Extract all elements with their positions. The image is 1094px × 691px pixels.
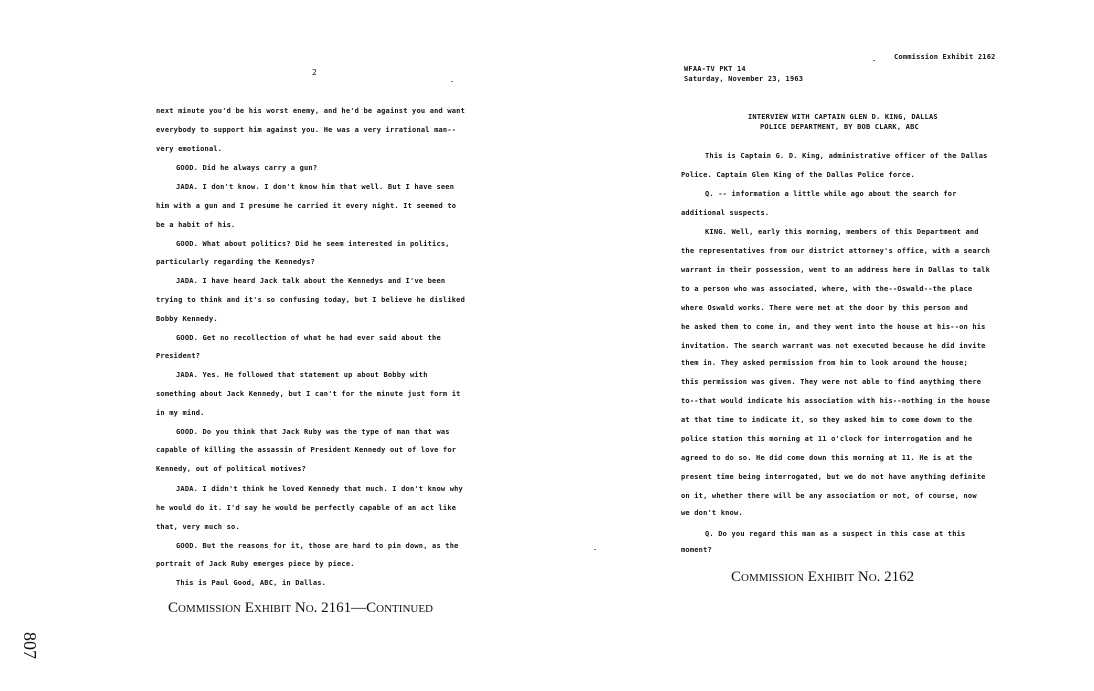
text-line: him with a gun and I presume he carried it every night. It seemed to	[156, 202, 457, 210]
text-line: next minute you'd be his worst enemy, and he'd be against you and want	[156, 107, 466, 115]
text-line: everybody to support him against you. He was a very irrational man--	[156, 126, 457, 134]
side-page-number: 807	[20, 632, 40, 659]
document-title: POLICE DEPARTMENT, BY BOB CLARK, ABC	[760, 123, 919, 131]
text-line: JADA. I didn't think he loved Kennedy that much. I don't know why	[176, 485, 463, 493]
page-number: 2	[312, 68, 317, 77]
text-line: we don't know.	[681, 509, 743, 517]
text-line: trying to think and it's so confusing today, but I believe he disliked	[156, 296, 466, 304]
text-line: be a habit of his.	[156, 221, 236, 229]
text-line: agreed to do so. He did come down this morning at 11. He is at the	[681, 454, 973, 462]
text-line: something about Jack Kennedy, but I can't for the minute just form it	[156, 390, 461, 398]
text-line: them in. They asked permission from him to look around the house;	[681, 359, 968, 367]
text-line: This is Captain G. D. King, administrative officer of the Dallas	[705, 152, 988, 160]
page-mark	[594, 549, 596, 550]
text-line: present time being interrogated, but we do not have anything definite	[681, 473, 986, 481]
text-line: Q. Do you regard this man as a suspect in this case at this	[705, 530, 966, 538]
text-line: GOOD. Did he always carry a gun?	[176, 164, 318, 172]
exhibit-label: Commission Exhibit 2162	[894, 53, 996, 61]
page-mark	[451, 81, 453, 82]
text-line: to--that would indicate his association with his--nothing in the house	[681, 397, 991, 405]
text-line: JADA. I don't know. I don't know him that well. But I have seen	[176, 183, 455, 191]
text-line: KING. Well, early this morning, members of this Department and	[705, 228, 979, 236]
exhibit-caption: Commission Exhibit No. 2162	[731, 569, 915, 585]
text-line: GOOD. What about politics? Did he seem interested in politics,	[176, 240, 450, 248]
text-line: warrant in their possession, went to an address here in Dallas to talk	[681, 266, 991, 274]
text-line: portrait of Jack Ruby emerges piece by piece.	[156, 560, 355, 568]
header-line: WFAA-TV PKT 14	[684, 65, 746, 73]
text-line: capable of killing the assassin of President Kennedy out of love for	[156, 446, 457, 454]
page-mark	[873, 60, 875, 61]
text-line: moment?	[681, 546, 712, 554]
text-line: he asked them to come in, and they went into the house at his--on his	[681, 323, 986, 331]
text-line: on it, whether there will be any association or not, of course, now	[681, 492, 977, 500]
text-line: This is Paul Good, ABC, in Dallas.	[176, 579, 327, 587]
text-line: that, very much so.	[156, 523, 240, 531]
text-line: invitation. The search warrant was not executed because he did invite	[681, 342, 986, 350]
text-line: very emotional.	[156, 145, 223, 153]
text-line: JADA. Yes. He followed that statement up about Bobby with	[176, 371, 428, 379]
document-title: INTERVIEW WITH CAPTAIN GLEN D. KING, DALLAS	[748, 113, 938, 121]
text-line: JADA. I have heard Jack talk about the Kennedys and I've been	[176, 277, 446, 285]
text-line: Bobby Kennedy.	[156, 315, 218, 323]
text-line: he would do it. I'd say he would be perfectly capable of an act like	[156, 504, 457, 512]
text-line: GOOD. Do you think that Jack Ruby was the type of man that was	[176, 428, 450, 436]
text-line: Kennedy, out of political motives?	[156, 465, 307, 473]
text-line: additional suspects.	[681, 209, 770, 217]
text-line: police station this morning at 11 o'clock for interrogation and he	[681, 435, 973, 443]
exhibit-caption: Commission Exhibit No. 2161—Continued	[168, 600, 433, 616]
text-line: GOOD. But the reasons for it, those are hard to pin down, as the	[176, 542, 459, 550]
text-line: this permission was given. They were not able to find anything there	[681, 378, 982, 386]
text-line: GOOD. Get no recollection of what he had ever said about the	[176, 334, 441, 342]
text-line: at that time to indicate it, so they asked him to come down to the	[681, 416, 973, 424]
text-line: Q. -- information a little while ago about the search for	[705, 190, 957, 198]
text-line: where Oswald works. There were met at the door by this person and	[681, 304, 968, 312]
text-line: in my mind.	[156, 409, 205, 417]
header-line: Saturday, November 23, 1963	[684, 75, 804, 83]
text-line: Police. Captain Glen King of the Dallas Police force.	[681, 171, 915, 179]
text-line: the representatives from our district attorney's office, with a search	[681, 247, 991, 255]
text-line: to a person who was associated, where, with the--Oswald--the place	[681, 285, 973, 293]
text-line: particularly regarding the Kennedys?	[156, 258, 315, 266]
text-line: President?	[156, 352, 201, 360]
